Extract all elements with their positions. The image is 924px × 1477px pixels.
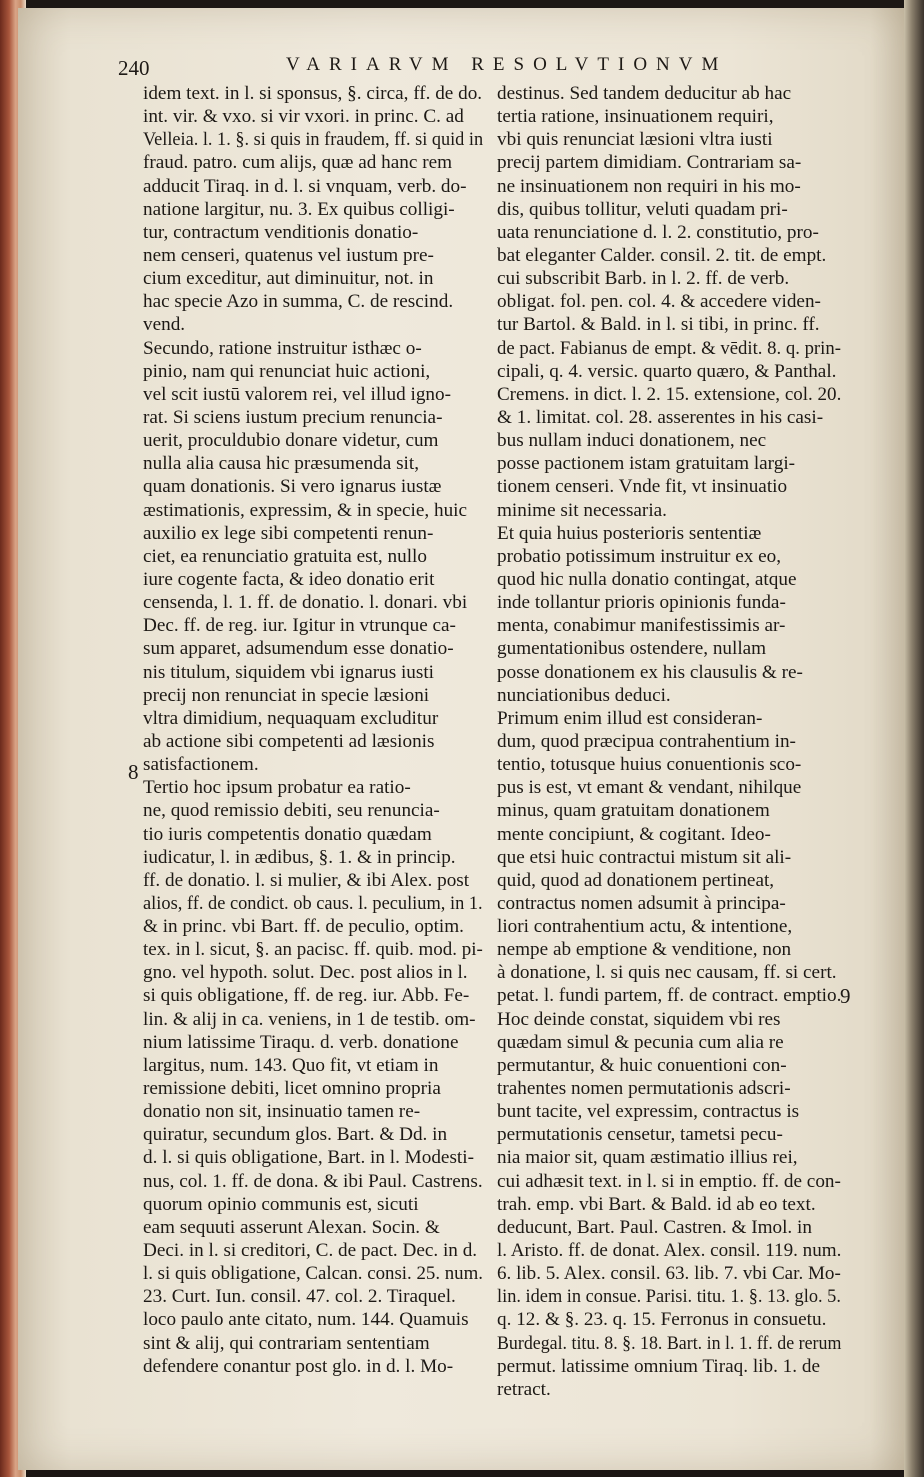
text-line: petat. l. fundi partem, ff. de contract. emptio. (497, 985, 842, 1007)
text-line: l. Aristo. ff. de donat. Alex. consil. 119. num. (497, 1240, 842, 1262)
text-line: adducit Tiraq. in d. l. si vnquam, verb. do- (143, 175, 467, 197)
text-line: obligat. fol. pen. col. 4. & accedere viden- (497, 291, 821, 313)
text-line: posse donationem ex his clausulis & re- (497, 661, 803, 683)
text-line: d. l. si quis obligatione, Bart. in l. Modesti- (143, 1147, 474, 1169)
text-line: quorum opinio communis est, sicuti (143, 1193, 419, 1215)
text-line: dis, quibus tollitur, veluti quadam pri- (497, 198, 788, 220)
text-line: tionem censeri. Vnde fit, vt insinuatio (497, 476, 788, 498)
text-line: Dec. ff. de reg. iur. Igitur in vtrunque ca- (143, 615, 456, 637)
text-line: inde tollantur prioris opinionis funda- (497, 592, 786, 614)
text-line: Deci. in l. si creditori, C. de pact. Dec. in d. (143, 1240, 478, 1262)
text-line: lin. & alij in ca. veniens, in 1 de testib. om- (143, 1008, 476, 1030)
text-line: uata renunciatione d. l. 2. constitutio, pro- (497, 221, 819, 243)
text-line: cipali, q. 4. versic. quarto quæro, & Panthal. (497, 360, 837, 382)
text-line: Tertio hoc ipsum probatur ea ratio- (143, 777, 411, 799)
text-line: bat eleganter Calder. consil. 2. tit. de empt. (497, 244, 827, 266)
text-line: l. si quis obligatione, Calcan. consi. 25. num. (143, 1263, 483, 1285)
text-line: minime sit necessaria. (497, 499, 667, 521)
text-line: fraud. patro. cum alijs, quæ ad hanc rem (143, 152, 453, 174)
text-line: destinus. Sed tandem deducitur ab hac (497, 83, 792, 104)
text-line: nem censeri, quatenus vel iustum pre- (143, 244, 434, 266)
text-line: precij non renunciat in specie læsioni (143, 684, 430, 706)
text-line: Cremens. in dict. l. 2. 15. extensione, col. 20. (497, 383, 842, 405)
text-line: mente concipiunt, & cogitant. Ideo- (497, 823, 771, 845)
text-line: deducunt, Bart. Paul. Castren. & Imol. in (497, 1216, 812, 1238)
text-line: tertia ratione, insinuationem requiri, (497, 106, 774, 128)
text-line: censenda, l. 1. ff. de donatio. l. donari. vbi (143, 592, 468, 614)
text-line: Secundo, ratione instruitur isthæc o- (143, 337, 422, 359)
text-line: loco paulo ante citato, num. 144. Quamuis (143, 1309, 469, 1331)
text-line: quid, quod ad donationem pertineat, (497, 869, 775, 891)
text-line: lin. idem in consue. Parisi. titu. 1. §. 13. glo. 5. (497, 1286, 841, 1308)
text-line: 23. Curt. Iun. consil. 47. col. 2. Tiraquel. (143, 1286, 456, 1308)
text-line: nunciationibus deduci. (497, 684, 671, 706)
text-line: liori contrahentium actu, & intentione, (497, 916, 793, 938)
text-line: tentio, totusque huius conuentionis sco- (497, 754, 802, 776)
text-line: sint & alij, qui contrariam sententiam (143, 1332, 430, 1354)
text-line: & in princ. vbi Bart. ff. de peculio, optim. (143, 916, 464, 938)
text-line: permut. latissime omnium Tiraq. lib. 1. de (497, 1355, 820, 1377)
text-line: quiratur, secundum glos. Bart. & Dd. in (143, 1124, 448, 1146)
text-line: int. vir. & vxo. si vir vxori. in princ. C. ad (143, 106, 464, 128)
text-line: donatio non sit, insinuatio tamen re- (143, 1101, 421, 1123)
text-line: tur Bartol. & Bald. in l. si tibi, in princ. ff. (497, 314, 820, 336)
text-line: nia maior sit, quam æstimatio illius rei, (497, 1147, 798, 1169)
text-line: gumentationibus ostendere, nullam (497, 638, 767, 660)
text-line: vel scit iustū valorem rei, vel illud igno- (143, 383, 452, 405)
text-line: de pact. Fabianus de empt. & vēdit. 8. q. prin- (497, 337, 841, 359)
text-line: nus, col. 1. ff. de dona. & ibi Paul. Castrens. (143, 1170, 483, 1192)
text-line: cui adhæsit text. in l. si in emptio. ff. de con- (497, 1170, 841, 1192)
text-line: natione largitur, nu. 3. Ex quibus colligi- (143, 198, 455, 220)
text-line: 6. lib. 5. Alex. consil. 63. lib. 7. vbi Car. Mo- (497, 1263, 841, 1285)
text-line: ciet, ea renunciatio gratuita est, nullo (143, 545, 427, 567)
margin-number-right: 9 (840, 984, 851, 1008)
text-line: bunt tacite, vel expressim, contractus is (497, 1101, 800, 1123)
text-line: Et quia huius posterioris sententiæ (497, 522, 762, 544)
text-line: nis titulum, siquidem vbi ignarus iusti (143, 661, 435, 683)
text-line: retract. (497, 1378, 551, 1400)
text-column-left (143, 82, 483, 1378)
text-line: & 1. limitat. col. 28. asserentes in his casi- (497, 406, 824, 428)
text-line: æstimationis, expressim, & in specie, huic (143, 499, 468, 521)
text-line: nempe ab emptione & venditione, non (497, 939, 792, 961)
text-line: à donatione, l. si quis nec causam, ff. si cert. (497, 962, 837, 984)
text-line: nium latissime Tiraqu. d. verb. donatione (143, 1031, 459, 1053)
text-line: bus nullam induci donationem, nec (497, 430, 767, 452)
text-line: permutationis censetur, tametsi pecu- (497, 1124, 783, 1146)
text-line: ne, quod remissio debiti, seu renuncia- (143, 800, 440, 822)
text-line: defendere conantur post glo. in d. l. Mo- (143, 1355, 454, 1377)
text-line: sum apparet, adsumendum esse donatio- (143, 638, 454, 660)
page-edge-shadow (904, 0, 924, 1477)
text-line: precij partem dimidiam. Contrariam sa- (497, 152, 802, 174)
text-line: Primum enim illud est consideran- (497, 707, 763, 729)
text-line: iure cogente facta, & ideo donatio erit (143, 568, 435, 590)
text-line: vbi quis renunciat læsioni vltra iusti (497, 129, 773, 151)
text-line: Burdegal. titu. 8. §. 18. Bart. in l. 1. ff. de rerum (497, 1332, 842, 1354)
text-line: vltra dimidium, nequaquam excluditur (143, 707, 439, 729)
text-line: que etsi huic contractui mistum sit ali- (497, 846, 792, 868)
text-line: iudicatur, l. in ædibus, §. 1. & in princip. (143, 846, 456, 868)
text-line: remissione debiti, licet omnino propria (143, 1078, 441, 1100)
text-line: Hoc deinde constat, siquidem vbi res (497, 1008, 781, 1030)
text-line: contractus nomen adsumit à principa- (497, 892, 786, 914)
text-line: uerit, proculdubio donare videtur, cum (143, 430, 439, 452)
page-number: 240 (118, 56, 150, 80)
text-line: dum, quod præcipua contrahentium in- (497, 730, 796, 752)
text-line: tio iuris competentis donatio quædam (143, 823, 432, 845)
text-line: ne insinuationem non requiri in his mo- (497, 175, 801, 197)
text-line: trahentes nomen permutationis adscri- (497, 1078, 791, 1100)
text-line: gno. vel hypoth. solut. Dec. post alios in l. (143, 962, 468, 984)
text-line: idem text. in l. si sponsus, §. circa, ff. de do. (143, 83, 483, 104)
text-column-right (497, 82, 841, 1401)
text-line: vend. (143, 314, 186, 336)
running-head: VARIARVM RESOLVTIONVM (286, 54, 728, 75)
text-line: largitus, num. 143. Quo fit, vt etiam in (143, 1054, 439, 1076)
text-line: tur, contractum venditionis donatio- (143, 221, 419, 243)
text-line: auxilio ex lege sibi competenti renun- (143, 522, 434, 544)
text-line: cui subscribit Barb. in l. 2. ff. de verb. (497, 268, 790, 290)
text-line: posse pactionem istam gratuitam largi- (497, 453, 796, 475)
text-line: eam sequuti asserunt Alexan. Socin. & (143, 1216, 440, 1238)
text-line: quædam simul & pecunia cum alia re (497, 1031, 784, 1053)
text-line: Velleia. l. 1. §. si quis in fraudem, ff. si quid in (143, 129, 484, 151)
text-line: rat. Si sciens iustum precium renuncia- (143, 406, 443, 428)
text-line: satisfactionem. (143, 754, 259, 776)
text-line: trah. emp. vbi Bart. & Bald. id ab eo text. (497, 1193, 816, 1215)
text-line: minus, quam gratuitam donationem (497, 800, 770, 822)
text-line: pus is est, vt emant & vendant, nihilque (497, 777, 802, 799)
text-line: ab actione sibi competenti ad læsionis (143, 730, 435, 752)
text-line: quod hic nulla donatio contingat, atque (497, 568, 797, 590)
text-line: tex. in l. sicut, §. an pacisc. ff. quib. mod. pi- (143, 939, 483, 961)
text-line: si quis obligatione, ff. de reg. iur. Abb. Fe- (143, 985, 470, 1007)
margin-number-left: 8 (128, 760, 139, 784)
text-line: nulla alia causa hic præsumenda sit, (143, 453, 420, 475)
text-line: quam donationis. Si vero ignarus iustæ (143, 476, 442, 498)
text-line: q. 12. & §. 23. q. 15. Ferronus in consuetu. (497, 1309, 827, 1331)
text-line: ff. de donatio. l. si mulier, & ibi Alex. post (143, 869, 470, 891)
text-line: probatio potissimum instruitur ex eo, (497, 545, 782, 567)
text-line: menta, conabimur manifestissimis ar- (497, 615, 786, 637)
text-line: alios, ff. de condict. ob caus. l. peculium, in 1. (143, 892, 483, 914)
text-line: pinio, nam qui renunciat huic actioni, (143, 360, 431, 382)
text-line: permutantur, & huic conuentioni con- (497, 1054, 787, 1076)
text-line: cium exceditur, aut diminuitur, not. in (143, 268, 434, 290)
text-line: hac specie Azo in summa, C. de rescind. (143, 291, 454, 313)
